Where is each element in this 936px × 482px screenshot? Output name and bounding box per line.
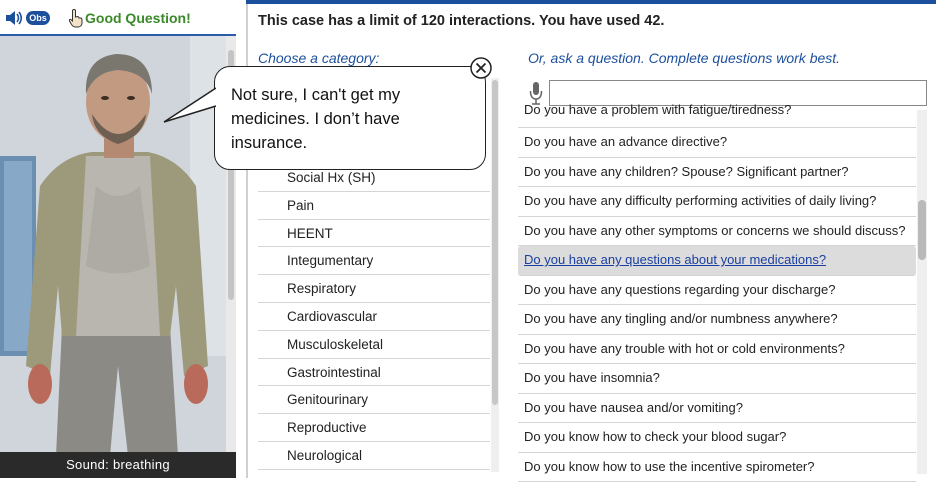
question-item[interactable]: Do you have nausea and/or vomiting? (518, 394, 916, 424)
category-item-social-hx[interactable]: Social Hx (SH) (258, 164, 490, 192)
question-text: Do you have a problem with fatigue/tiredness? (524, 102, 791, 117)
category-item-heent[interactable]: HEENT (258, 220, 490, 248)
question-item[interactable]: Do you have any difficulty performing activities of daily living? (518, 187, 916, 217)
speech-bubble-tail (160, 84, 220, 132)
question-item[interactable]: Do you have any questions regarding your discharge? (518, 276, 916, 306)
category-item-musculoskeletal[interactable]: Musculoskeletal (258, 331, 490, 359)
category-item-neurological[interactable]: Neurological (258, 442, 490, 470)
question-item[interactable]: Do you have any other symptoms or concerns we should discuss? (518, 217, 916, 247)
question-item[interactable] (518, 110, 916, 128)
category-item-reproductive[interactable]: Reproductive (258, 414, 490, 442)
sound-status: Sound: breathing (0, 452, 236, 478)
category-item-genitourinary[interactable]: Genitourinary (258, 386, 490, 414)
question-item-selected[interactable]: Do you have any questions about your medications? (518, 246, 916, 276)
question-item[interactable]: Do you know how to use the incentive spirometer? (518, 453, 916, 482)
header-accent-bar (246, 0, 936, 4)
category-prompt: Choose a category: (258, 50, 379, 66)
category-item-cardiovascular[interactable]: Cardiovascular (258, 303, 490, 331)
obs-button[interactable]: Obs (26, 11, 50, 25)
ask-prompt: Or, ask a question. Complete questions work best. (528, 50, 840, 66)
patient-toolbar (0, 0, 236, 36)
question-list (518, 110, 916, 474)
question-item[interactable]: Do you have insomnia? (518, 364, 916, 394)
question-scrollbar[interactable] (917, 110, 927, 474)
question-item[interactable]: Do you know how to check your blood sugar? (518, 423, 916, 453)
question-item[interactable]: Do you have any tingling and/or numbness anywhere? (518, 305, 916, 335)
close-icon[interactable] (469, 56, 493, 80)
question-item[interactable]: Do you have an advance directive? (518, 128, 916, 158)
hand-pointer-icon (68, 8, 84, 28)
interaction-limit: This case has a limit of 120 interactions. You have used 42. (258, 13, 664, 29)
category-scrollbar-thumb[interactable] (492, 80, 498, 405)
speech-bubble (214, 66, 486, 170)
category-list (258, 164, 490, 474)
patient-response: Not sure, I can't get my medicines. I don’t have insurance. (231, 86, 400, 152)
category-item-pain[interactable]: Pain (258, 192, 490, 220)
question-item[interactable]: Do you have any children? Spouse? Significant partner? (518, 158, 916, 188)
question-item[interactable]: Do you have any trouble with hot or cold environments? (518, 335, 916, 365)
feedback-message: Good Question! (85, 10, 191, 26)
category-item-integumentary[interactable]: Integumentary (258, 247, 490, 275)
question-scrollbar-thumb[interactable] (918, 200, 926, 260)
category-item-respiratory[interactable]: Respiratory (258, 275, 490, 303)
category-item-gastrointestinal[interactable]: Gastrointestinal (258, 359, 490, 387)
speaker-icon[interactable] (4, 9, 24, 27)
